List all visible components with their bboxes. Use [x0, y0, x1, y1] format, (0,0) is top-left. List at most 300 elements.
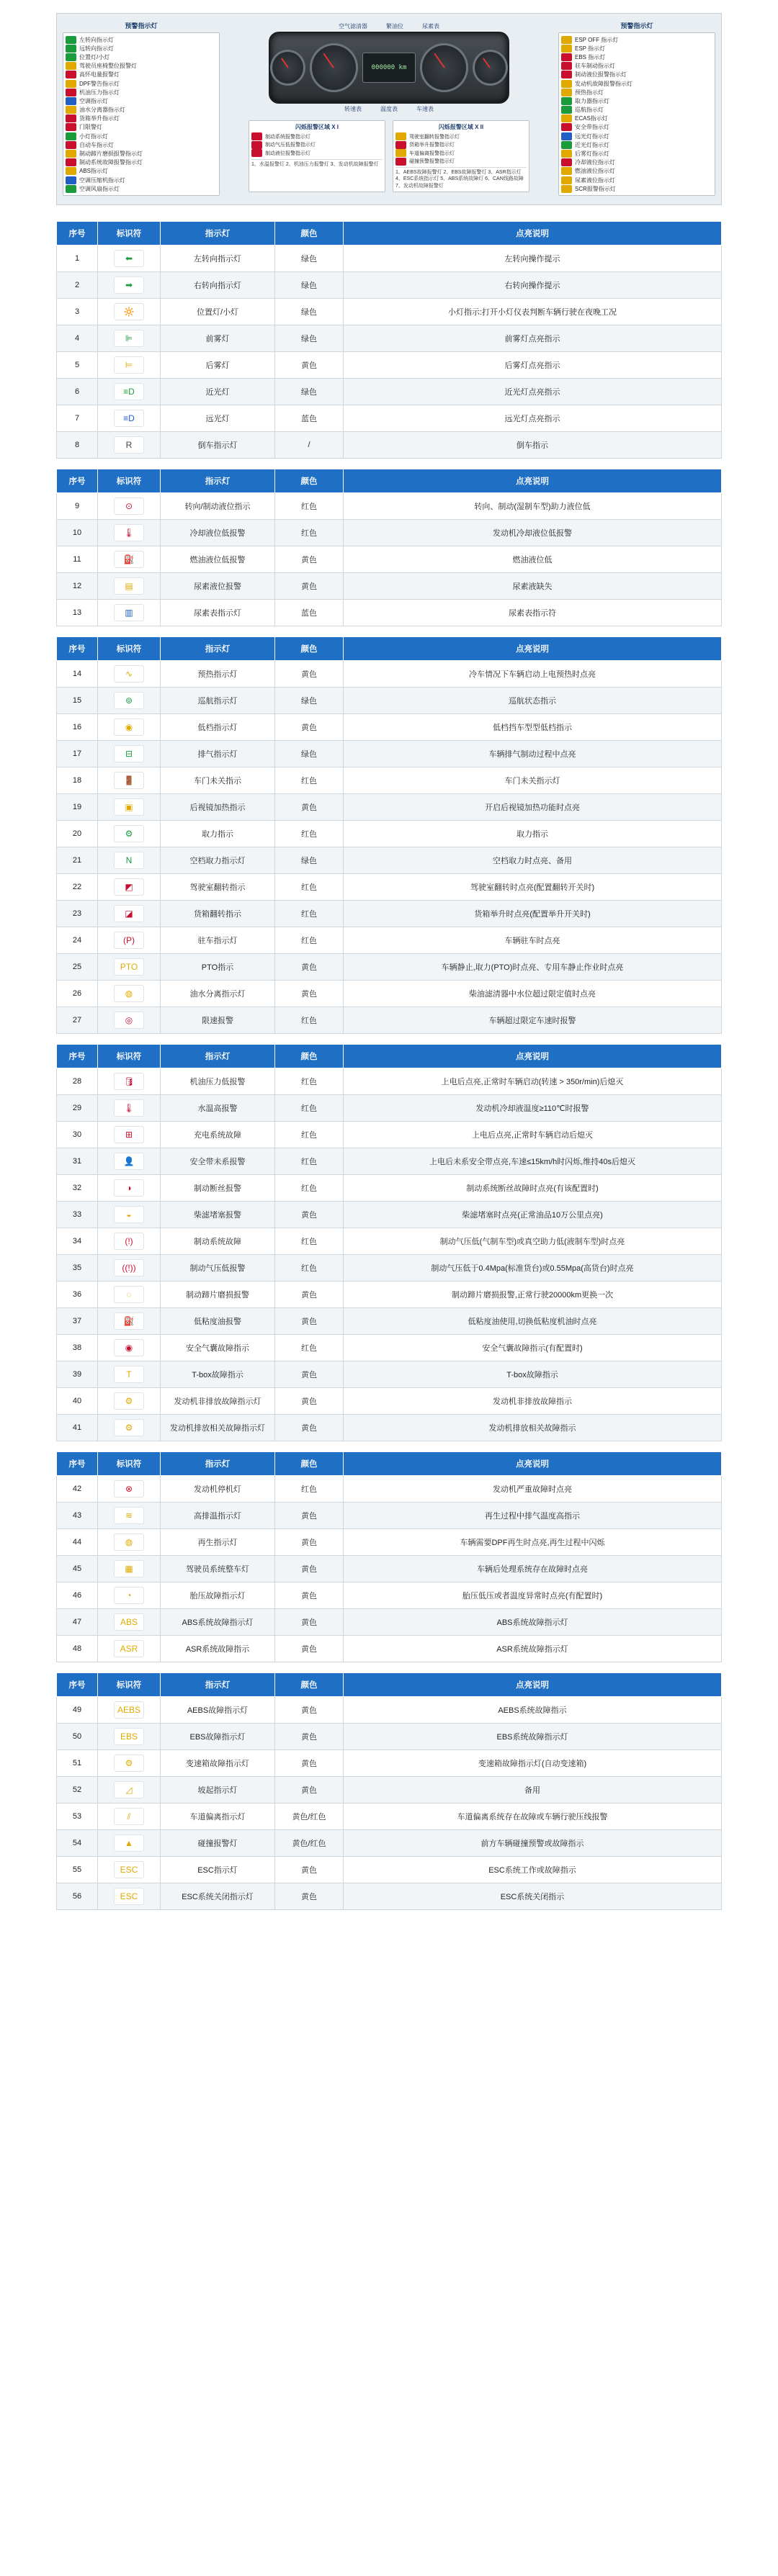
lamp-row [561, 114, 712, 123]
indicator-description: 发动机排放相关故障指示 [344, 1415, 722, 1441]
lamp-row [561, 79, 712, 88]
row-icon-cell [98, 1697, 161, 1724]
column-header: 点亮说明 [344, 1452, 722, 1476]
indicator-name: ABS系统故障指示灯 [161, 1609, 275, 1636]
indicator-color: 黄色 [275, 1883, 344, 1910]
lamp-label: EBS 指示灯 [575, 53, 606, 60]
row-number: 51 [57, 1750, 98, 1777]
lamp-label: 冷却液位指示灯 [575, 159, 615, 166]
indicator-name: 柴滤堵塞报警 [161, 1202, 275, 1228]
row-icon-cell [98, 954, 161, 981]
row-icon-cell [98, 1308, 161, 1335]
indicator-description: 货箱举升时点亮(配置举升开关时) [344, 901, 722, 927]
row-icon-cell [98, 520, 161, 546]
lamp-label: 制动液位报警指示灯 [265, 150, 310, 156]
indicator-color: 黄色 [275, 981, 344, 1007]
right-turn-icon [66, 45, 76, 53]
indicator-color: 红色 [275, 1255, 344, 1282]
indicator-name: 位置灯/小灯 [161, 299, 275, 325]
indicator-color: 黄色/红色 [275, 1830, 344, 1857]
seat-icon [66, 62, 76, 70]
row-number: 36 [57, 1282, 98, 1308]
lamp-row [561, 132, 712, 140]
indicator-name: 倒车指示灯 [161, 432, 275, 459]
row-number: 32 [57, 1175, 98, 1202]
ebs-icon [561, 53, 572, 61]
dashboard-diagram [56, 13, 722, 205]
indicator-name: ESC指示灯 [161, 1857, 275, 1883]
lowbeam-icon [561, 141, 572, 149]
row-icon-cell [98, 847, 161, 874]
column-header: 序号 [57, 1673, 98, 1697]
ldw-icon [395, 149, 406, 157]
lamp-row [66, 149, 217, 158]
column-header: 指示灯 [161, 469, 275, 493]
indicator-color: 黄色 [275, 1777, 344, 1803]
regeneration-icon: ◍ [114, 1534, 144, 1551]
lamp-row [66, 88, 217, 96]
row-icon-cell [98, 325, 161, 352]
row-icon-cell [98, 1750, 161, 1777]
indicator-color: 黄色 [275, 1202, 344, 1228]
indicator-name: 发动机停机灯 [161, 1476, 275, 1503]
lamp-row [561, 140, 712, 149]
indicator-name: 尿素液位报警 [161, 573, 275, 600]
indicator-description: 近光灯点亮指示 [344, 379, 722, 405]
indicator-description: 发动机冷却液位低报警 [344, 520, 722, 546]
lamp-label: 发动机故障报警指示灯 [575, 80, 632, 87]
reverse-icon: R [114, 436, 144, 454]
high-exhaust-temp-icon: ≋ [114, 1507, 144, 1524]
esc-icon: ESC [114, 1861, 144, 1878]
ecas-icon [561, 114, 572, 122]
indicator-description: 上电后未系安全带点亮,车速≤15km/h时闪烁,维持40s后熄灭 [344, 1148, 722, 1175]
column-header: 标识符 [98, 1045, 161, 1068]
cluster-label: 繁油位 [386, 23, 403, 30]
table-row [57, 847, 722, 874]
table-row [57, 714, 722, 741]
indicator-name: 远光灯 [161, 405, 275, 432]
scr-icon [561, 185, 572, 193]
row-number: 8 [57, 432, 98, 459]
row-icon-cell [98, 1175, 161, 1202]
table-row [57, 1361, 722, 1388]
mini-right-list [395, 132, 527, 166]
esp-off-icon [561, 36, 572, 44]
lamp-label: ABS指示灯 [79, 168, 109, 175]
seatbelt-icon [561, 123, 572, 131]
indicator-description: 变速箱故障指示灯(自动变速箱) [344, 1750, 722, 1777]
lamp-row [395, 158, 527, 166]
row-number: 38 [57, 1335, 98, 1361]
row-number: 1 [57, 246, 98, 272]
row-number: 3 [57, 299, 98, 325]
preheat-icon [561, 89, 572, 96]
table-row [57, 1007, 722, 1034]
indicator-name: 低粘度油报警 [161, 1308, 275, 1335]
row-icon-cell [98, 1582, 161, 1609]
indicator-color: 黄色 [275, 794, 344, 821]
abs-icon [66, 167, 76, 175]
table-row [57, 688, 722, 714]
indicator-color: 绿色 [275, 272, 344, 299]
lamp-row [561, 167, 712, 176]
row-icon-cell [98, 405, 161, 432]
table-row [57, 794, 722, 821]
table-row [57, 299, 722, 325]
column-header: 序号 [57, 637, 98, 661]
table-row [57, 1415, 722, 1441]
row-icon-cell [98, 1095, 161, 1122]
row-icon-cell [98, 1724, 161, 1750]
indicator-name: 驻车指示灯 [161, 927, 275, 954]
indicator-color: 黄色 [275, 1636, 344, 1662]
row-icon-cell [98, 821, 161, 847]
indicator-description: 巡航状态指示 [344, 688, 722, 714]
indicator-name: 转向/制动液位指示 [161, 493, 275, 520]
table-row [57, 1582, 722, 1609]
mini-panel-left [249, 120, 385, 192]
lamp-row [561, 123, 712, 132]
lamp-row [561, 62, 712, 71]
row-icon-cell [98, 1529, 161, 1556]
column-header: 标识符 [98, 222, 161, 246]
table-row [57, 1777, 722, 1803]
left-turn-icon [66, 36, 76, 44]
cluster-label: 转速表 [344, 106, 362, 112]
indicator-description: ESC系统工作或故障指示 [344, 1857, 722, 1883]
door-icon [66, 123, 76, 131]
table-row [57, 1282, 722, 1308]
lamp-row [66, 53, 217, 61]
coolant-level-icon: 🌡 [114, 524, 144, 541]
column-header: 指示灯 [161, 1673, 275, 1697]
table-row [57, 1308, 722, 1335]
indicator-description: 尿素液缺失 [344, 573, 722, 600]
dpf-icon [66, 80, 76, 88]
indicator-description: ESC系统关闭指示 [344, 1883, 722, 1910]
cluster-label: 车速表 [416, 106, 434, 112]
lamp-label: 货箱举升指示灯 [79, 115, 120, 122]
overspeed-icon: ◎ [114, 1012, 144, 1029]
lamp-label: 小灯指示灯 [79, 132, 108, 140]
lamp-label: 燃油液位指示灯 [575, 168, 615, 175]
lamp-label: 后雾灯指示灯 [575, 150, 609, 158]
lamp-row [66, 158, 217, 167]
table-row [57, 661, 722, 688]
indicator-color: 黄色 [275, 661, 344, 688]
indicator-name: 安全气囊故障指示 [161, 1335, 275, 1361]
indicator-name: 冷却液位低报警 [161, 520, 275, 546]
left-gauge [310, 43, 358, 92]
table-row [57, 1750, 722, 1777]
row-icon-cell [98, 352, 161, 379]
column-header: 标识符 [98, 1673, 161, 1697]
indicator-description: 车辆后处理系统存在故障时点亮 [344, 1556, 722, 1582]
row-icon-cell [98, 272, 161, 299]
row-icon-cell [98, 688, 161, 714]
row-number: 13 [57, 600, 98, 626]
indicator-name: 尿素表指示灯 [161, 600, 275, 626]
column-header: 颜色 [275, 1452, 344, 1476]
lamp-row [561, 106, 712, 114]
tipper-warn-icon [395, 141, 406, 149]
row-number: 41 [57, 1415, 98, 1441]
table-row [57, 493, 722, 520]
indicator-name: EBS故障指示灯 [161, 1724, 275, 1750]
table-row [57, 1556, 722, 1582]
mini-right-title: 闪烁报警区域 X II [438, 124, 484, 130]
fuel-filter-icon: ◒ [114, 1206, 144, 1223]
water-temp-icon: 🌡 [114, 1099, 144, 1117]
tbox-icon: T [114, 1366, 144, 1383]
lamp-label: 空调风扇指示灯 [79, 185, 120, 192]
table-row [57, 1068, 722, 1095]
table-row [57, 1503, 722, 1529]
table-row [57, 1335, 722, 1361]
temp-gauge [473, 50, 508, 86]
indicator-color: 绿色 [275, 379, 344, 405]
indicator-description: 柴油滤清器中水位超过限定值时点亮 [344, 981, 722, 1007]
row-icon-cell [98, 661, 161, 688]
slope-icon: ◿ [114, 1781, 144, 1798]
lamp-label: 制动气压低报警指示灯 [265, 143, 316, 148]
indicator-name: 前雾灯 [161, 325, 275, 352]
table-row [57, 1228, 722, 1255]
lamp-label: 制动系统报警指示灯 [265, 134, 310, 140]
tachometer-gauge [270, 50, 305, 86]
lamp-label: 车道偏离报警指示灯 [409, 150, 455, 156]
indicator-name: 驾驶室翻转指示 [161, 874, 275, 901]
fuel-level-icon: ⛽ [114, 551, 144, 568]
engine-nonfatal-icon: ⚙ [114, 1392, 144, 1410]
cruise-icon: ⊚ [114, 692, 144, 709]
table-row [57, 405, 722, 432]
row-number: 21 [57, 847, 98, 874]
column-header: 指示灯 [161, 222, 275, 246]
indicator-color: 红色 [275, 1175, 344, 1202]
mini-panels [224, 120, 554, 192]
row-number: 18 [57, 767, 98, 794]
indicator-description: 胎压低压或者温度异常时点亮(有配置时) [344, 1582, 722, 1609]
indicator-name: 排气指示灯 [161, 741, 275, 767]
indicator-name: 再生指示灯 [161, 1529, 275, 1556]
row-number: 30 [57, 1122, 98, 1148]
oil-icon [66, 89, 76, 96]
indicator-color: 红色 [275, 1068, 344, 1095]
mini-panel-right [393, 120, 529, 192]
row-icon-cell [98, 246, 161, 272]
position-lamp-icon: 🔆 [114, 303, 144, 320]
table-row [57, 821, 722, 847]
indicator-color: / [275, 432, 344, 459]
cluster-lcd: 000000 km [362, 53, 416, 83]
indicator-table [56, 636, 722, 1034]
indicator-color: 黄色 [275, 1582, 344, 1609]
row-number: 46 [57, 1582, 98, 1609]
row-icon-cell [98, 1777, 161, 1803]
indicator-tables [0, 221, 778, 1910]
indicator-name: 货箱翻转指示 [161, 901, 275, 927]
row-number: 16 [57, 714, 98, 741]
indicator-name: ESC系统关闭指示灯 [161, 1883, 275, 1910]
transmission-fault-icon: ⚙ [114, 1755, 144, 1772]
cluster-column [224, 21, 554, 192]
indicator-name: 限速报警 [161, 1007, 275, 1034]
indicator-name: 左转向指示灯 [161, 246, 275, 272]
column-header: 颜色 [275, 222, 344, 246]
table-row [57, 1636, 722, 1662]
lamp-row [561, 53, 712, 61]
highbeam-icon: ≡D [114, 410, 144, 427]
lamp-row [66, 167, 217, 176]
indicator-name: 充电系统故障 [161, 1122, 275, 1148]
indicator-color: 黄色 [275, 714, 344, 741]
row-icon-cell [98, 299, 161, 325]
table-row [57, 1830, 722, 1857]
lamp-row [561, 71, 712, 79]
lamp-row [66, 44, 217, 53]
indicator-color: 红色 [275, 1335, 344, 1361]
row-icon-cell [98, 981, 161, 1007]
row-icon-cell [98, 767, 161, 794]
table-row [57, 379, 722, 405]
lamp-row [251, 141, 383, 150]
lamp-row [66, 79, 217, 88]
lamp-label: 高怀电量报警灯 [79, 71, 120, 78]
indicator-name: 油水分离指示灯 [161, 981, 275, 1007]
column-header: 序号 [57, 1045, 98, 1068]
lamp-row [561, 176, 712, 184]
indicator-description: 开启后视镜加热功能时点亮 [344, 794, 722, 821]
indicator-description: 前雾灯点亮指示 [344, 325, 722, 352]
row-number: 20 [57, 821, 98, 847]
left-lamp-list [63, 32, 220, 196]
lamp-label: 碰撞预警报警指示灯 [409, 159, 455, 165]
brake-pad-wear-icon: ◌ [114, 1286, 144, 1303]
indicator-color: 黄色 [275, 1282, 344, 1308]
lamp-label: 预热指示灯 [575, 89, 604, 96]
rear-fog-icon: ⊨ [114, 356, 144, 374]
esc-off-icon: ESC [114, 1888, 144, 1905]
row-number: 28 [57, 1068, 98, 1095]
indicator-color: 黄色 [275, 1503, 344, 1529]
indicator-description: 驾驶室翻转时点亮(配置翻转开关时) [344, 874, 722, 901]
indicator-description: T-box故障指示 [344, 1361, 722, 1388]
indicator-name: 后视镜加热指示 [161, 794, 275, 821]
row-icon-cell [98, 794, 161, 821]
indicator-color: 红色 [275, 1007, 344, 1034]
table-row [57, 1697, 722, 1724]
row-icon-cell [98, 573, 161, 600]
indicator-name: 高排温指示灯 [161, 1503, 275, 1529]
water-sep-icon [66, 106, 76, 114]
row-icon-cell [98, 1282, 161, 1308]
indicator-color: 绿色 [275, 246, 344, 272]
lamp-row [395, 141, 527, 150]
table-row [57, 272, 722, 299]
indicator-description: 低档挡车型型低档指示 [344, 714, 722, 741]
lamp-row [66, 140, 217, 149]
row-icon-cell [98, 1202, 161, 1228]
row-number: 11 [57, 546, 98, 573]
row-number: 6 [57, 379, 98, 405]
left-lamp-column [63, 21, 220, 196]
lamp-row [66, 176, 217, 184]
indicator-name: 车道偏离指示灯 [161, 1803, 275, 1830]
engine-stop-icon: ⊗ [114, 1480, 144, 1498]
row-icon-cell [98, 1476, 161, 1503]
indicator-name: 右转向指示灯 [161, 272, 275, 299]
low-fuel-icon: ⛽ [114, 1312, 144, 1330]
indicator-color: 黄色 [275, 954, 344, 981]
row-icon-cell [98, 1609, 161, 1636]
table-row [57, 1476, 722, 1503]
row-icon-cell [98, 901, 161, 927]
row-number: 27 [57, 1007, 98, 1034]
indicator-description: ASR系统故障指示灯 [344, 1636, 722, 1662]
indicator-description: ABS系统故障指示灯 [344, 1609, 722, 1636]
row-number: 35 [57, 1255, 98, 1282]
right-lamp-list [558, 32, 715, 196]
row-icon-cell [98, 1556, 161, 1582]
indicator-name: 机油压力低报警 [161, 1068, 275, 1095]
indicator-name: ASR系统故障指示 [161, 1636, 275, 1662]
indicator-description: 低粘度油使用,切换低粘度机油时点亮 [344, 1308, 722, 1335]
urea-level-icon: ▤ [114, 577, 144, 595]
lamp-row [561, 184, 712, 193]
instrument-cluster [269, 32, 509, 104]
row-number: 54 [57, 1830, 98, 1857]
lamp-row [66, 71, 217, 79]
table-row [57, 1724, 722, 1750]
table-row [57, 352, 722, 379]
right-panel-title: 预警指示灯 [620, 22, 653, 30]
driver-system-fault-icon: ▦ [114, 1560, 144, 1577]
indicator-description: 冷车情况下车辆启动上电预热时点亮 [344, 661, 722, 688]
rear-fog-icon [561, 150, 572, 158]
indicator-color: 黄色 [275, 1529, 344, 1556]
highbeam-icon [561, 132, 572, 140]
column-header: 颜色 [275, 1045, 344, 1068]
lamp-label: SCR报警指示灯 [575, 185, 616, 192]
row-icon-cell [98, 1503, 161, 1529]
esp-icon [561, 45, 572, 53]
indicator-color: 黄色 [275, 352, 344, 379]
indicator-description: 上电后点亮,正常时车辆启动后熄灭 [344, 1122, 722, 1148]
indicator-name: 胎压故障指示灯 [161, 1582, 275, 1609]
lamp-label: 取力器指示灯 [575, 97, 609, 104]
row-icon-cell [98, 432, 161, 459]
indicator-description: 再生过程中排气温度高指示 [344, 1503, 722, 1529]
row-icon-cell [98, 1007, 161, 1034]
indicator-name: 燃油液位低报警 [161, 546, 275, 573]
column-header: 点亮说明 [344, 469, 722, 493]
compressor-icon [66, 176, 76, 184]
table-row [57, 520, 722, 546]
indicator-name: 取力指示 [161, 821, 275, 847]
speedometer-gauge [420, 43, 468, 92]
indicator-name: 水温高报警 [161, 1095, 275, 1122]
low-pressure-icon: ◉ [114, 719, 144, 736]
battery-icon [66, 71, 76, 78]
indicator-table [56, 1044, 722, 1441]
brake-fluid-level-icon: ⊙ [114, 497, 144, 515]
table-row [57, 573, 722, 600]
column-header: 点亮说明 [344, 637, 722, 661]
row-number: 47 [57, 1609, 98, 1636]
table-row [57, 954, 722, 981]
